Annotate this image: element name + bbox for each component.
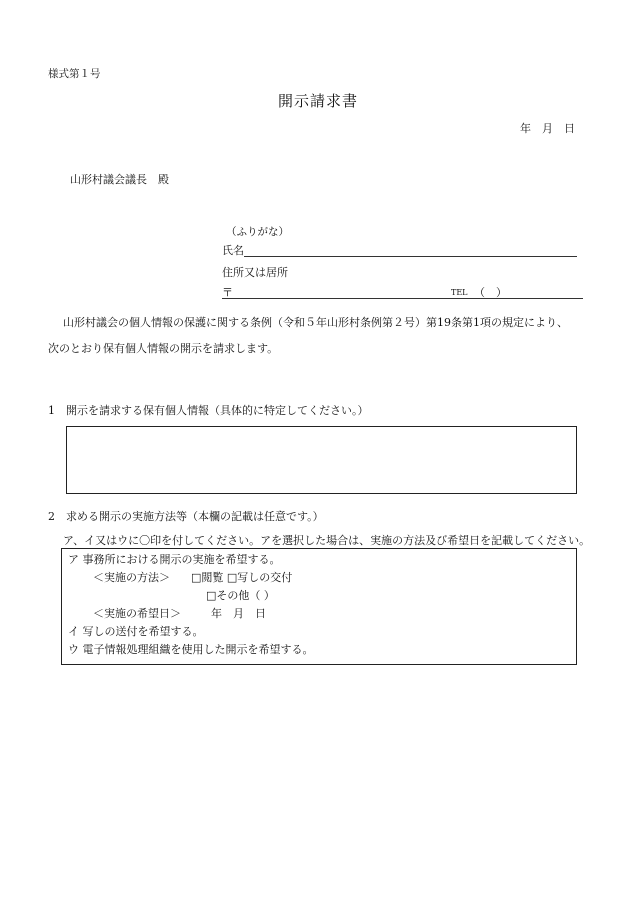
method-label: ＜実施の方法＞ (93, 571, 170, 584)
option-u[interactable]: ウ 電子情報処理組織を使用した開示を希望する。 (68, 643, 314, 656)
page-title: 開示請求書 (278, 92, 359, 110)
method-choice-view-copy[interactable]: □閲覧 □写しの交付 (191, 571, 293, 584)
addressee: 山形村議会議長 殿 (70, 173, 169, 186)
furigana-label: （ふりがな） (226, 226, 289, 238)
body-text-line-1: 山形村議会の個人情報の保護に関する条例（令和５年山形村条例第２号）第19条第1項の規定により、 (63, 316, 568, 329)
name-field-line[interactable] (244, 256, 577, 257)
form-number: 様式第１号 (48, 68, 101, 80)
tel-paren: （ ） (474, 286, 507, 299)
section2-heading: 2 求める開示の実施方法等（本欄の記載は任意です。） (48, 510, 324, 523)
method-choice-other[interactable]: □その他（ ） (206, 589, 275, 602)
date-label: 年 月 日 (520, 122, 575, 135)
postal-mark: 〒 (222, 286, 233, 299)
option-a[interactable]: ア 事務所における開示の実施を希望する。 (68, 553, 281, 566)
section1-heading: 1 開示を請求する保有個人情報（具体的に特定してください。） (48, 404, 369, 417)
preferred-date-value[interactable]: 年 月 日 (211, 607, 266, 620)
preferred-date-label: ＜実施の希望日＞ (93, 607, 181, 620)
address-field-line[interactable] (222, 298, 583, 299)
address-label: 住所又は居所 (222, 266, 288, 279)
name-label: 氏名 (222, 244, 244, 257)
body-text-line-2: 次のとおり保有個人情報の開示を請求します。 (48, 342, 279, 355)
tel-label: TEL (451, 288, 468, 297)
method-box (61, 548, 577, 665)
option-i[interactable]: イ 写しの送付を希望する。 (68, 625, 204, 638)
section2-instruction: ア、イ又はウに〇印を付してください。アを選択した場合は、実施の方法及び希望日を記載してください。 (63, 534, 591, 547)
requested-info-box[interactable] (66, 426, 577, 494)
